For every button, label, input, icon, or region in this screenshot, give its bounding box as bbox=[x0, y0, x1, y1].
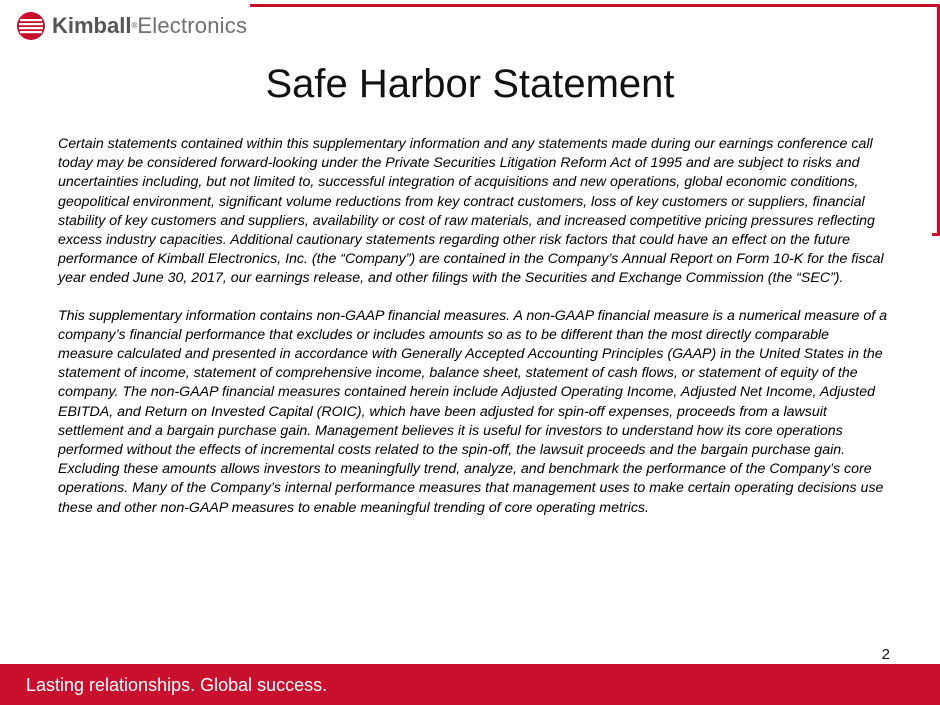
footer-band bbox=[0, 664, 940, 705]
logo-brand-bold: Kimball bbox=[52, 13, 132, 38]
frame-right-tick bbox=[932, 233, 940, 236]
page-number: 2 bbox=[881, 646, 890, 663]
company-logo bbox=[16, 10, 247, 42]
footer-tagline: Lasting relationships. Global success. bbox=[26, 675, 328, 695]
frame-top-line bbox=[250, 4, 940, 7]
paragraph-non-gaap: This supplementary information contains non-GAAP financial measures. A non-GAAP financial measure is a numerical measure of a company’s financial performance that excludes or includes amounts so as to be different than the most directly comparable measure calculated and presented in accordance with Generally Accepted Accounting Principles (GAAP) in the United States in the statement of income, statement of comprehensive income, balance sheet, statement of cash flows, or statement of equity of the company. The non-GAAP financial measures contained herein include Adjusted Operating Income, Adjusted Net Income, Adjusted EBITDA, and Return on Invested Capital (ROIC), which have been adjusted for spin-off expenses, proceeds from a lawsuit settlement and a bargain purchase gain. Management believes it is useful for investors to understand how its core operations performed without the effects of incremental costs related to the spin-off, the lawsuit proceeds and the bargain purchase gain. Excluding these amounts allows investors to meaningfully trend, analyze, and benchmark the performance of the Company’s core operations. Many of the Company’s internal performance measures that management uses to make certain operating decisions use these and other non-GAAP measures to enable meaningful trending of core operating metrics. bbox=[58, 307, 888, 516]
logo-brand-light: Electronics bbox=[137, 13, 248, 38]
body-text bbox=[58, 135, 888, 536]
logo-trademark: ® bbox=[131, 21, 138, 30]
paragraph-forward-looking: Certain statements contained within this supplementary information and any statements made during our earnings conference call today may be considered forward-looking under the Private Securities Litigation Reform Act of 1995 and are subject to risks and uncertainties including, but not limited to, successful integration of acquisitions and new operations, global economic conditions, geopolitical environment, significant volume reductions from key contract customers, loss of key customers or suppliers, financial stability of key customers and suppliers, availability or cost of raw materials, and increased competitive pricing pressures reflecting excess industry capacities. Additional cautionary statements regarding other risk factors that could have an effect on the future performance of Kimball Electronics, Inc. (the “Company”) are contained in the Company’s Annual Report on Form 10-K for the fiscal year ended June 30, 2017, our earnings release, and other filings with the Securities and Exchange Commission (the “SEC”). bbox=[58, 136, 884, 287]
kimball-logo-mark-icon bbox=[16, 11, 46, 41]
logo-wordmark bbox=[52, 11, 247, 41]
slide-title: Safe Harbor Statement bbox=[265, 62, 675, 106]
